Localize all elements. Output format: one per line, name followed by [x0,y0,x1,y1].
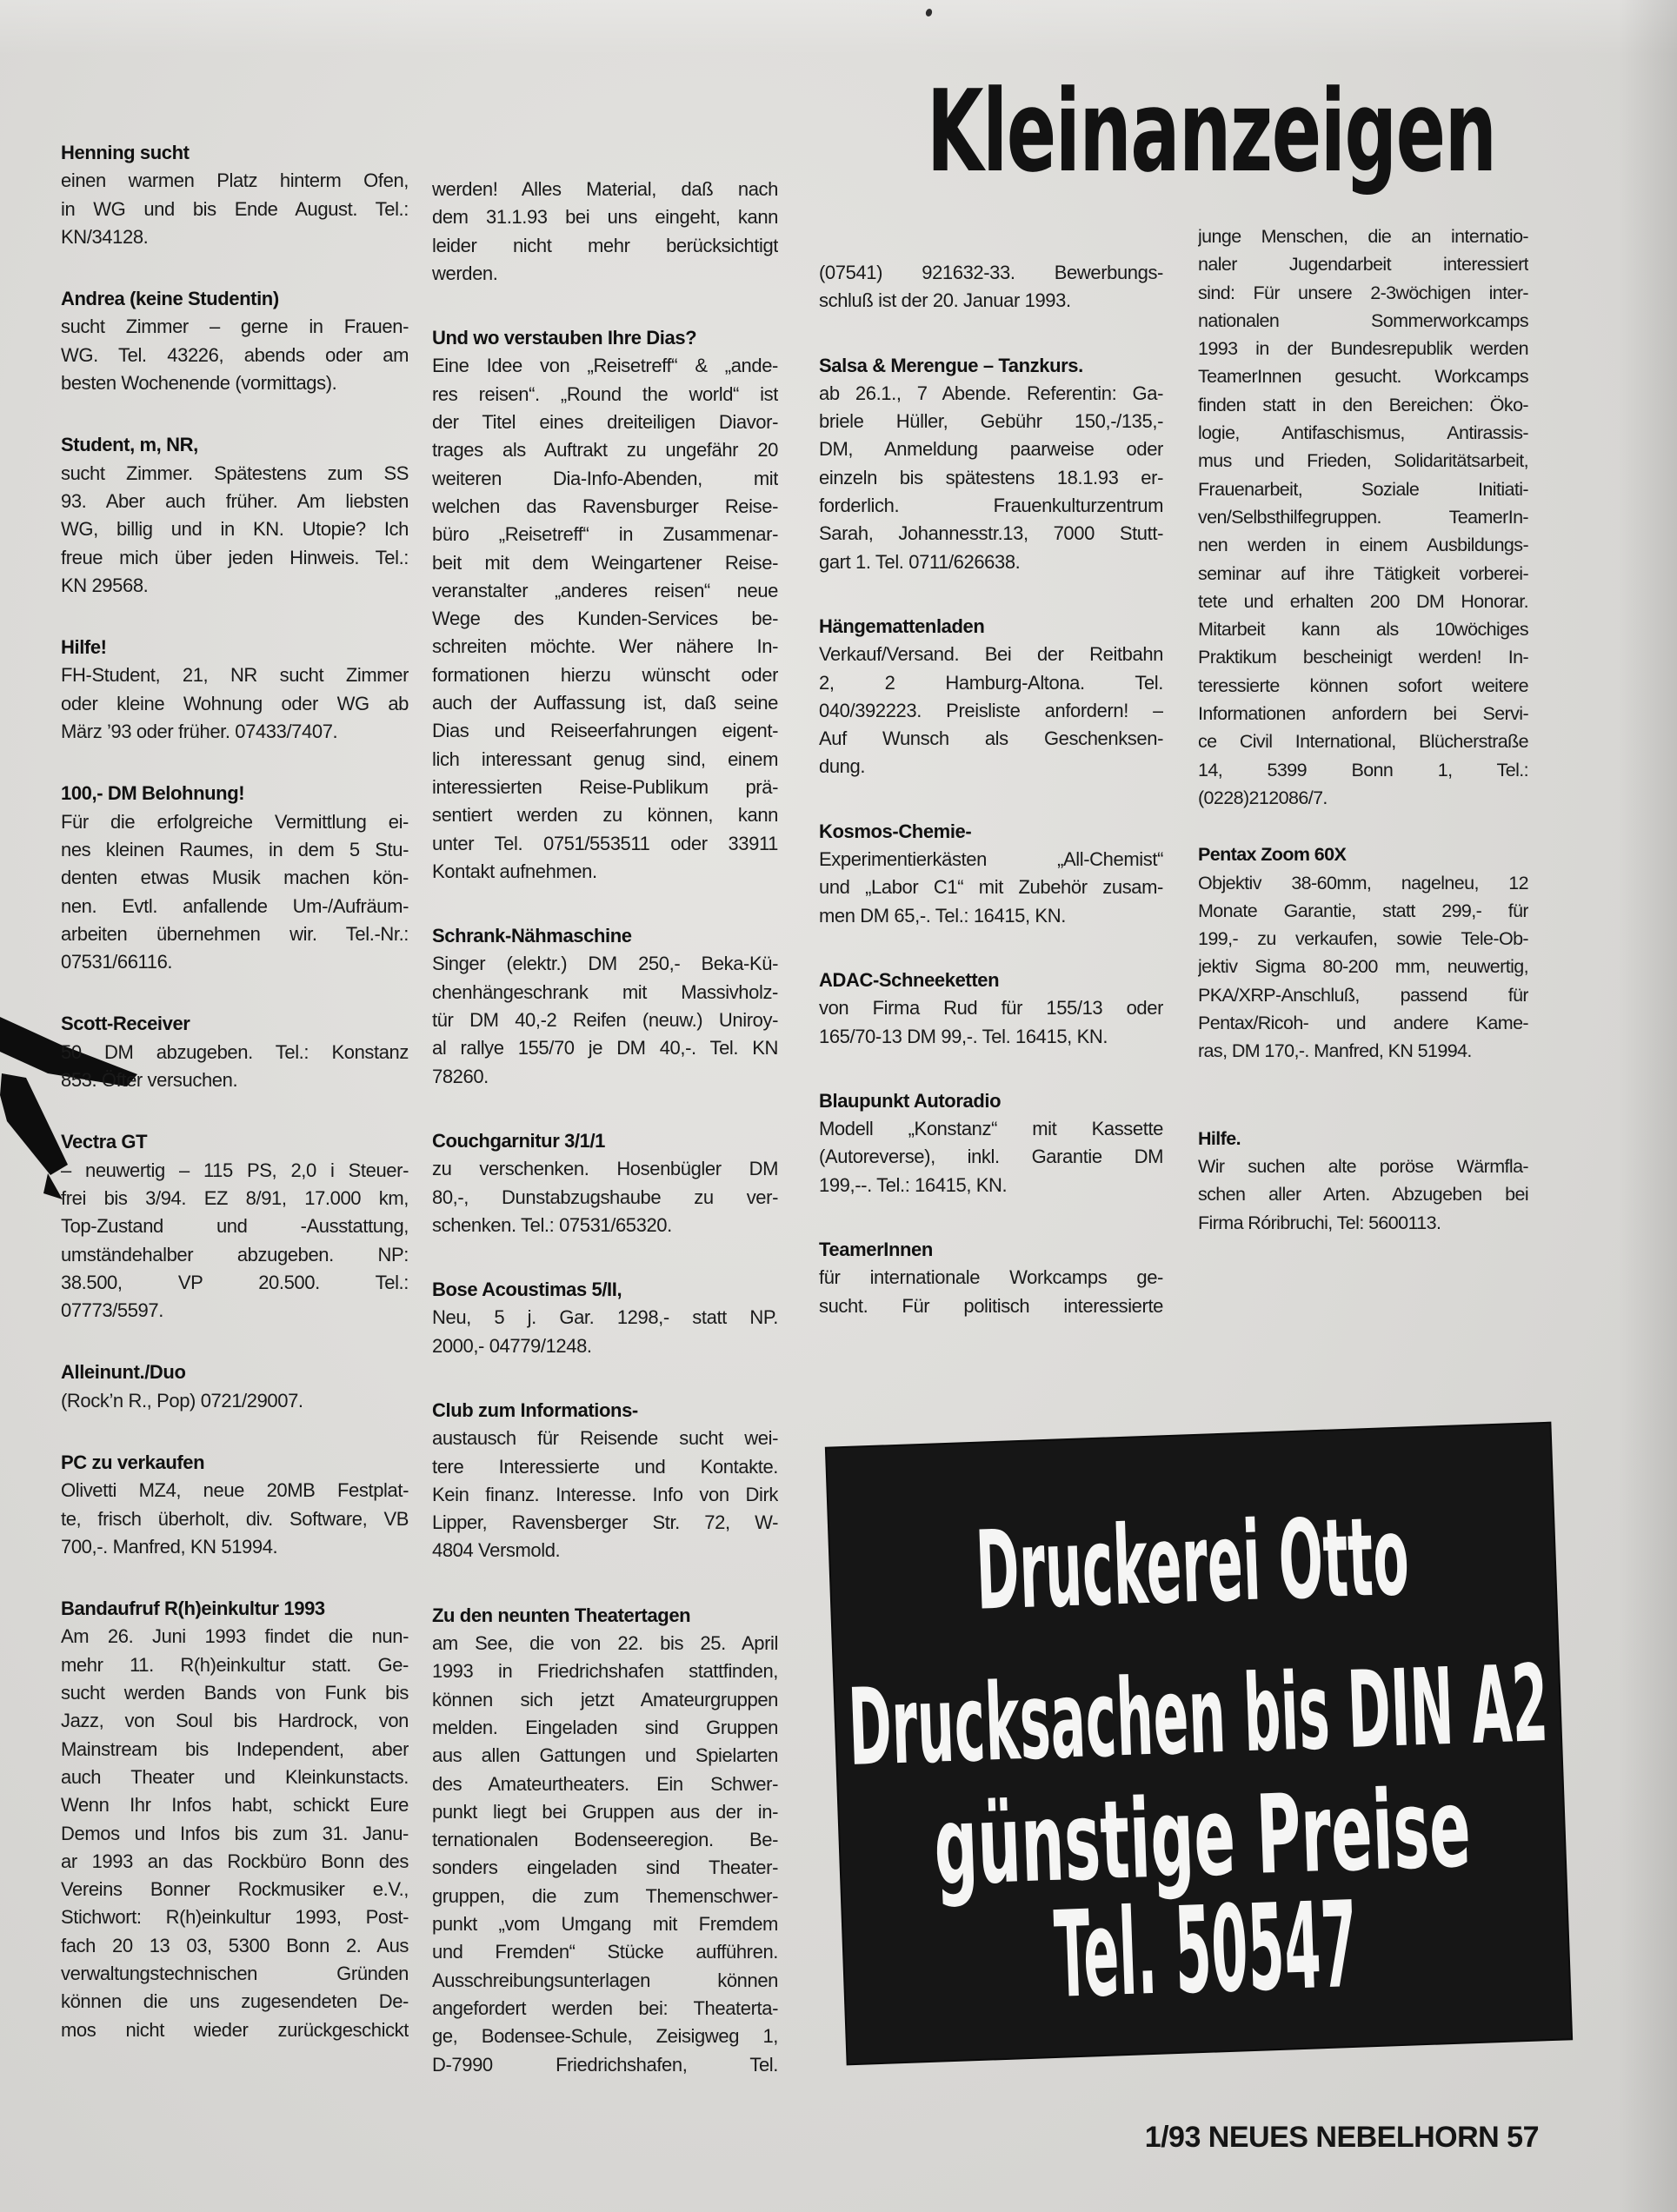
ad-title: Henning sucht [61,142,190,163]
ad-text-line: für internationale Workcamps ge- [819,1266,1163,1289]
ad-text-line: tür DM 40,-2 Reifen (neuw.) Uniroy- [432,1009,778,1032]
ad-text-line: formationen hierzu wünscht oder [432,663,778,686]
ad-text-line: in WG und bis Ende August. Tel.: [61,197,409,220]
printer-ad-line [829,1493,1556,1636]
ad-title: Schrank-Nähmaschine [432,925,632,947]
ad-text-line: nen werden in einem Ausbildungs- [1198,535,1528,556]
ad-text-line: Wir suchen alte poröse Wärmfla- [1198,1155,1528,1177]
classified-ad [432,176,778,288]
ad-text-line: Ausschreibungsunterlagen können [432,1969,778,1991]
ad-text-line: beit mit dem Weingartener Reise- [432,551,778,574]
ad-text-line: 07773/5597. [61,1299,163,1322]
ad-text-line: trages als Auftrakt zu ungefähr 20 [432,439,778,462]
printer-ad-text: Tel. 50547 [1052,1876,1361,2025]
ad-text-line: welchen das Ravensburger Reise- [432,495,778,517]
ad-text-line: 4804 Versmold. [432,1539,561,1562]
ad-text-line: sonders eingeladen sind Theater- [432,1857,778,1879]
ad-text-line: Sarah, Johannesstr.13, 7000 Stutt- [819,522,1163,545]
ad-text-line: WG, billig und in KN. Utopie? Ich [61,518,409,541]
ad-text-line: punkt „vom Umgang mit Fremdem [432,1913,778,1936]
page-footer: 1/93 NEUES NEBELHORN 57 [1144,2121,1539,2154]
ad-text-line: Mainstream bis Independent, aber [61,1737,409,1760]
ad-text-line: PKA/XRP-Anschluß, passend für [1198,984,1528,1006]
ad-text-line: seminar auf ihre Tätigkeit vorberei- [1198,562,1528,584]
ad-text-line: (Rock’n R., Pop) 0721/29007. [61,1389,303,1412]
ad-text-line: 040/392223. Preisliste anfordern! – [819,699,1163,721]
ad-title: Vectra GT [61,1131,148,1153]
ad-text-line: KN 29568. [61,574,149,596]
ad-text-line: weiteren Dia-Info-Abenden, mit [432,467,778,489]
ad-text-line: nen. Evtl. anfallende Um-/Aufräum- [61,894,409,917]
ad-text-line: nationalen Sommerworkcamps [1198,309,1528,331]
ad-text-line: Für die erfolgreiche Vermittlung ei- [61,810,409,833]
ad-text-line: melden. Eingeladen sind Gruppen [432,1716,778,1738]
ad-text-line: Firma Róribruchi, Tel: 5600113. [1198,1212,1441,1233]
classified-ad [61,431,409,600]
ad-text-line: tete und erhalten 200 DM Honorar. [1198,590,1528,612]
ad-text-line: 199,- zu verkaufen, sowie Tele-Ob- [1198,928,1528,950]
ad-text-line: werden. [432,262,498,284]
classified-ad [61,1010,409,1094]
ad-text-line: forderlich. Frauenkulturzentrum [819,495,1163,517]
ad-text-line: D-7990 Friedrichshafen, Tel. [432,2053,778,2076]
ad-text-line: und „Labor C1“ mit Zubehör zusam- [819,876,1163,899]
ad-text-line: 2, 2 Hamburg-Altona. Tel. [819,671,1163,694]
ad-title: Student, m, NR, [61,434,198,456]
ad-text-line: denten etwas Musik machen kön- [61,867,409,889]
ad-text-line: mos nicht wieder zurückgeschickt [61,2018,409,2041]
ad-text-line: auch Theater und Kleinkunstacts. [61,1765,409,1788]
ad-text-line: briele Hüller, Gebühr 150,-/135,- [819,410,1163,433]
ad-text-line: mehr 11. R(h)einkultur statt. Ge- [61,1653,409,1676]
ad-title: Kosmos-Chemie- [819,820,972,842]
ad-text-line: finden statt in den Bereichen: Öko- [1198,394,1528,415]
ad-title: Und wo verstauben Ihre Dias? [432,327,697,349]
classified-ad [432,1127,778,1239]
ad-text-line: Mitarbeit kann als 10wöchiges [1198,619,1528,641]
ad-text-line: sucht werden Bands von Funk bis [61,1682,409,1704]
ad-text-line: 14, 5399 Bonn 1, Tel.: [1198,759,1528,781]
ad-text-line: gruppen, die zum Themenschwer- [432,1884,778,1907]
ad-title: PC zu verkaufen [61,1451,205,1473]
classified-ad [61,285,409,397]
ad-text-line: Lipper, Ravensberger Str. 72, W- [432,1511,778,1534]
classified-ad [819,613,1163,781]
ad-title: 100,- DM Belohnung! [61,782,245,805]
ad-text-line: Kontakt aufnehmen. [432,860,597,882]
ad-text-line: teressierte können sofort weitere [1198,674,1528,696]
classified-ad [819,259,1163,316]
classified-ad [819,967,1163,1051]
ad-text-line: 93. Aber auch früher. Am liebsten [61,489,409,512]
ad-text-line: ven/Selbsthilfegruppen. TeamerIn- [1198,506,1528,528]
classified-ad [61,1449,409,1561]
ad-text-line: aus allen Gattungen und Spielarten [432,1744,778,1767]
ad-text-line: interessierten Reise-Publikum prä- [432,775,778,798]
ad-title: Andrea (keine Studentin) [61,288,279,310]
ink-speck [925,8,934,17]
ad-title: Couchgarnitur 3/1/1 [432,1129,605,1152]
ad-text-line: (0228)212086/7. [1198,787,1328,808]
ad-text-line: Demos und Infos bis zum 31. Janu- [61,1822,409,1844]
ad-text-line: und Fremden“ Stücke aufführen. [432,1941,778,1963]
ad-text-line: leider nicht mehr berücksichtigt [432,234,778,256]
ad-text-line: Vereins Bonner Rockmusiker e.V., [61,1878,409,1901]
classified-ad [61,1358,409,1415]
ad-text-line: sucht Zimmer – gerne in Frauen- [61,316,409,338]
ad-title: Bandaufruf R(h)einkultur 1993 [61,1598,325,1620]
ad-text-line: sucht. Für politisch interessierte [819,1294,1163,1317]
ad-text-line: 853. Öfter versuchen. [61,1069,238,1092]
ad-text-line: mus und Frieden, Solidaritätsarbeit, [1198,450,1528,472]
ad-text-line: können sich jetzt Amateurgruppen [432,1688,778,1710]
ad-text-line: sind: Für unsere 2-3wöchigen inter- [1198,282,1528,303]
classified-ad [61,1128,409,1325]
column-1 [61,139,409,2044]
ad-text-line: oder kleine Wohnung oder WG ab [61,692,409,714]
classified-ad [61,780,409,976]
ad-text-line: ras, DM 170,-. Manfred, KN 51994. [1198,1040,1472,1062]
ad-text-line: – neuwertig – 115 PS, 2,0 i Steuer- [61,1159,409,1181]
ad-text-line: zu verschenken. Hosenbügler DM [432,1158,778,1180]
ad-title: ADAC-Schneeketten [819,968,1000,991]
ad-text-line: einzeln bis spätestens 18.1.93 er- [819,466,1163,488]
printer-ad-box [827,1424,1571,2064]
ad-text-line: Olivetti MZ4, neue 20MB Festplat- [61,1479,409,1502]
ad-text-line: lich interessant genug sind, einem [432,747,778,770]
ad-text-line: unter Tel. 0751/553511 oder 33911 [432,832,778,854]
printer-ad-text: Drucksachen bis DIN A2 [846,1642,1550,1790]
ad-text-line: arbeiten übernehmen wir. Tel.-Nr.: [61,922,409,945]
ad-text-line: naler Jugendarbeit interessiert [1198,254,1528,276]
ad-text-line: Wenn Ihr Infos habt, schickt Eure [61,1794,409,1817]
ad-text-line: FH-Student, 21, NR sucht Zimmer [61,664,409,687]
ad-text-line: gart 1. Tel. 0711/626638. [819,550,1021,573]
ad-title: Zu den neunten Theatertagen [432,1604,691,1626]
ad-title: Hilfe! [61,636,107,659]
ad-text-line: des Amateurtheaters. Ein Schwer- [432,1772,778,1795]
ad-text-line: Top-Zustand und -Ausstattung, [61,1215,409,1238]
ad-text-line: res reisen“. „Round the world“ ist [432,382,778,405]
ad-text-line: einen warmen Platz hinterm Ofen, [61,169,409,192]
ad-text-line: dem 31.1.93 bei uns eingeht, kann [432,206,778,229]
ad-text-line: DM, Anmeldung paarweise oder [819,438,1163,461]
ad-text-line: ternationalen Bodenseeregion. Be- [432,1829,778,1851]
ad-text-line: umständehalber abzugeben. NP: [61,1243,409,1265]
ad-text-line: ge, Bodensee-Schule, Zeisigweg 1, [432,2025,778,2048]
ad-title: Hilfe. [1198,1127,1241,1149]
ad-text-line: schreiten möchte. Wer nähere In- [432,635,778,658]
ad-text-line: angefordert werden bei: Theaterta- [432,1996,778,2019]
ad-text-line: 38.500, VP 20.500. Tel.: [61,1271,409,1293]
ad-text-line: dung. [819,755,866,778]
ad-text-line: Kein finanz. Interesse. Info von Dirk [432,1483,778,1505]
ad-text-line: Singer (elektr.) DM 250,- Beka-Kü- [432,953,778,975]
ad-text-line: Monate Garantie, statt 299,- für [1198,900,1528,921]
ad-text-line: verwaltungstechnischen Gründen [61,1963,409,1985]
column-3 [819,223,1163,1320]
ad-text-line: Experimentierkästen „All-Chemist“ [819,848,1163,871]
printer-ad-text: günstige Preise [931,1765,1473,1910]
ad-text-line: Eine Idee von „Reisetreff“ & „ande- [432,355,778,377]
ad-text-line: te, frisch überholt, div. Software, VB [61,1507,409,1530]
ad-text-line: veranstalter „anderes reisen“ neue [432,579,778,601]
ad-text-line: TeamerInnen gesucht. Workcamps [1198,366,1528,388]
classified-ad [819,818,1163,930]
ad-text-line: sentiert werden zu können, kann [432,804,778,827]
ad-text-line: (Autoreverse), inkl. Garantie DM [819,1146,1163,1168]
printer-ad-line [842,1875,1570,2026]
ad-text-line: ar 1993 an das Rockbüro Bonn des [61,1850,409,1872]
ad-text-line: Dias und Reiseerfahrungen eigent- [432,720,778,742]
ad-text-line: logie, Antifaschismus, Antirassis- [1198,422,1528,444]
ad-text-line: Praktikum bescheinigt werden! In- [1198,647,1528,668]
ad-text-line: junge Menschen, die an internatio- [1198,226,1528,247]
ad-text-line: ce Civil International, Blücherstraße [1198,731,1528,753]
classified-ad [432,1397,778,1565]
ad-text-line: 165/70-13 DM 99,-. Tel. 16415, KN. [819,1025,1108,1047]
ad-text-line: besten Wochenende (vormittags). [61,372,337,395]
ad-text-line: 1993 in der Bundesrepublik werden [1198,338,1528,360]
classified-ad [432,922,778,1091]
ad-text-line: 1993 in Friedrichshafen stattfinden, [432,1660,778,1683]
ad-text-line: schluß ist der 20. Januar 1993. [819,289,1071,312]
ad-title: Pentax Zoom 60X [1198,844,1347,866]
ad-title: Salsa & Merengue – Tanzkurs. [819,354,1083,376]
ad-text-line: Auf Wunsch als Geschenksen- [819,727,1163,750]
ad-title: Scott-Receiver [61,1013,190,1035]
ad-text-line: 80,-, Dunstabzugshaube zu ver- [432,1186,778,1208]
ad-text-line: frei bis 3/94. EZ 8/91, 17.000 km, [61,1186,409,1209]
classified-ad [61,139,409,251]
ad-title: Hängemattenladen [819,614,985,637]
ad-text-line: büro „Reisetreff“ in Zusammenar- [432,523,778,546]
column-4 [1198,223,1528,1237]
ad-text-line: freue mich über jeden Hinweis. Tel.: [61,546,409,568]
ad-text-line: punkt liegt bei Gruppen aus der in- [432,1800,778,1823]
ad-text-line: Am 26. Juni 1993 findet die nun- [61,1625,409,1648]
ad-text-line: fach 20 13 03, 5300 Bonn 2. Aus [61,1934,409,1956]
ad-text-line: Pentax/Ricoh- und andere Kame- [1198,1013,1528,1034]
ad-text-line: nes kleinen Raumes, in dem 5 Stu- [61,838,409,860]
classified-ad [432,1602,778,2079]
ad-title: Alleinunt./Duo [61,1361,186,1384]
ad-text-line: von Firma Rud für 155/13 oder [819,997,1163,1020]
ad-text-line: tere Interessierte und Kontakte. [432,1455,778,1478]
ad-text-line: sucht Zimmer. Spätestens zum SS [61,462,409,484]
ad-text-line: auch der Auffassung ist, daß seine [432,692,778,714]
ad-text-line: werden! Alles Material, daß nach [432,178,778,200]
ad-title: Blaupunkt Autoradio [819,1089,1002,1112]
ad-text-line: men DM 65,-. Tel.: 16415, KN. [819,904,1066,927]
printer-ad-text: Druckerei Otto [974,1493,1412,1635]
ad-text-line: schenken. Tel.: 07531/65320. [432,1213,672,1236]
ad-text-line: Jazz, von Soul bis Hardrock, von [61,1710,409,1732]
ad-text-line: 50 DM abzugeben. Tel.: Konstanz [61,1040,409,1063]
ad-text-line: Verkauf/Versand. Bei der Reitbahn [819,643,1163,666]
classified-ad [819,352,1163,576]
ad-text-line: jektiv Sigma 80-200 mm, neuwertig, [1198,956,1528,978]
classified-ad [432,1276,778,1360]
ad-text-line: 700,-. Manfred, KN 51994. [61,1535,278,1558]
ad-title: Bose Acoustimas 5/II, [432,1279,622,1301]
ad-text-line: (07541) 921632-33. Bewerbungs- [819,262,1163,283]
classified-ad [61,634,409,746]
ad-text-line: Wege des Kunden-Services be- [432,608,778,630]
classified-ad [61,1595,409,2044]
ad-text-line: al rallye 155/70 je DM 40,-. Tel. KN [432,1037,778,1060]
ad-text-line: schen aller Arten. Abzugeben bei [1198,1184,1528,1206]
classified-ad [432,324,778,886]
ad-text-line: am See, die von 22. bis 25. April [432,1632,778,1655]
ad-text-line: Informationen anfordern bei Servi- [1198,703,1528,725]
classified-ad [819,1236,1163,1320]
ad-text-line: März ’93 oder früher. 07433/7407. [61,721,338,743]
ad-text-line: können die uns zugesendeten De- [61,1990,409,2013]
ad-text-line: Modell „Konstanz“ mit Kassette [819,1118,1163,1140]
ad-text-line: WG. Tel. 43226, abends oder am [61,343,409,366]
classified-ad [1198,1125,1528,1237]
ad-text-line: 07531/66116. [61,951,173,973]
classified-ad [819,1087,1163,1199]
ad-title: Club zum Informations- [432,1398,638,1421]
ad-title: TeamerInnen [819,1239,933,1261]
ad-text-line: der Titel eines dreiteiligen Diavor- [432,411,778,434]
ad-text-line: Neu, 5 j. Gar. 1298,- statt NP. [432,1306,778,1329]
ad-text-line: ab 26.1., 7 Abende. Referentin: Ga- [819,382,1163,404]
ad-text-line: chenhängeschrank mit Massivholz- [432,980,778,1003]
column-2 [432,139,778,2079]
ad-text-line: 2000,- 04779/1248. [432,1334,592,1357]
ad-text-line: Stichwort: R(h)einkultur 1993, Post- [61,1906,409,1929]
ad-text-line: Frauenarbeit, Soziale Initiati- [1198,478,1528,500]
classified-ad [1198,840,1528,1065]
ad-text-line: 78260. [432,1065,489,1087]
ad-text-line: austausch für Reisende sucht wei- [432,1427,778,1450]
page-title: Kleinanzeigen [927,65,1496,197]
ad-text-line: 199,--. Tel.: 16415, KN. [819,1173,1008,1196]
ad-text-line: Objektiv 38-60mm, nagelneu, 12 [1198,872,1528,893]
classified-ad [1198,223,1528,812]
ad-text-line: KN/34128. [61,225,149,248]
